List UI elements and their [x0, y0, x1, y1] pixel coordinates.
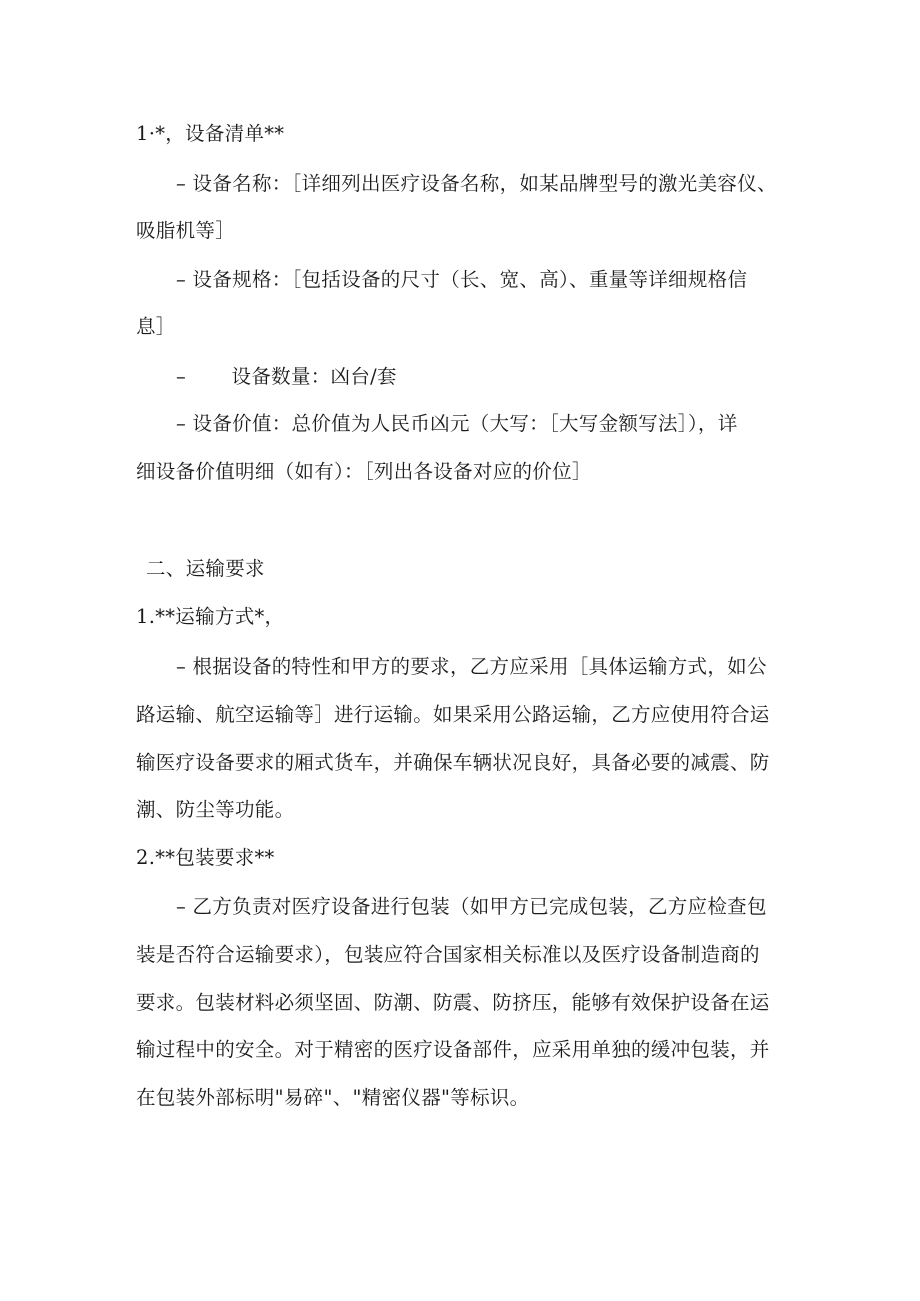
equipment-quantity-line: – 设备数量：凶台/套: [176, 365, 397, 388]
transport-method-line-1: – 根据设备的特性和甲方的要求，乙方应采用［具体运输方式，如公: [176, 655, 767, 678]
section-heading-transport: 二、运输要求: [146, 557, 265, 580]
equipment-name-line-2: 吸脂机等］: [136, 219, 236, 242]
packaging-line-3: 要求。包装材料必须坚固、防潮、防震、防挤压，能够有效保护设备在运: [136, 991, 770, 1014]
packaging-line-2: 装是否符合运输要求），包装应符合国家相关标准以及医疗设备制造商的: [136, 943, 760, 966]
packaging-line-5: 在包装外部标明"易碎"、"精密仪器"等标识。: [136, 1086, 530, 1109]
transport-method-line-4: 潮、防尘等功能。: [136, 798, 295, 821]
equipment-value-line-2: 细设备价值明细（如有）：［列出各设备对应的价位］: [136, 460, 592, 483]
item-heading-transport-method: 1.**运输方式*，: [136, 605, 285, 628]
item-heading-packaging: 2.**包装要求**: [136, 846, 275, 869]
transport-method-line-2: 路运输、航空运输等］进行运输。如果采用公路运输，乙方应使用符合运: [136, 703, 770, 726]
item-heading-equipment-list: 1·*，设备清单**: [136, 122, 285, 145]
packaging-line-4: 输过程中的安全。对于精密的医疗设备部件，应采用单独的缓冲包装，并: [136, 1038, 770, 1061]
equipment-name-line-1: – 设备名称：［详细列出医疗设备名称，如某品牌型号的激光美容仪、: [176, 172, 777, 195]
equipment-spec-line-1: – 设备规格：［包括设备的尺寸（长、宽、高）、重量等详细规格信: [176, 268, 748, 291]
equipment-value-line-1: – 设备价值：总价值为人民币凶元（大写：［大写金额写法］），详: [176, 412, 738, 435]
packaging-line-1: – 乙方负责对医疗设备进行包装（如甲方已完成包装，乙方应检查包: [176, 895, 767, 918]
equipment-spec-line-2: 息］: [136, 315, 176, 338]
transport-method-line-3: 输医疗设备要求的厢式货车，并确保车辆状况良好，具备必要的减震、防: [136, 751, 770, 774]
